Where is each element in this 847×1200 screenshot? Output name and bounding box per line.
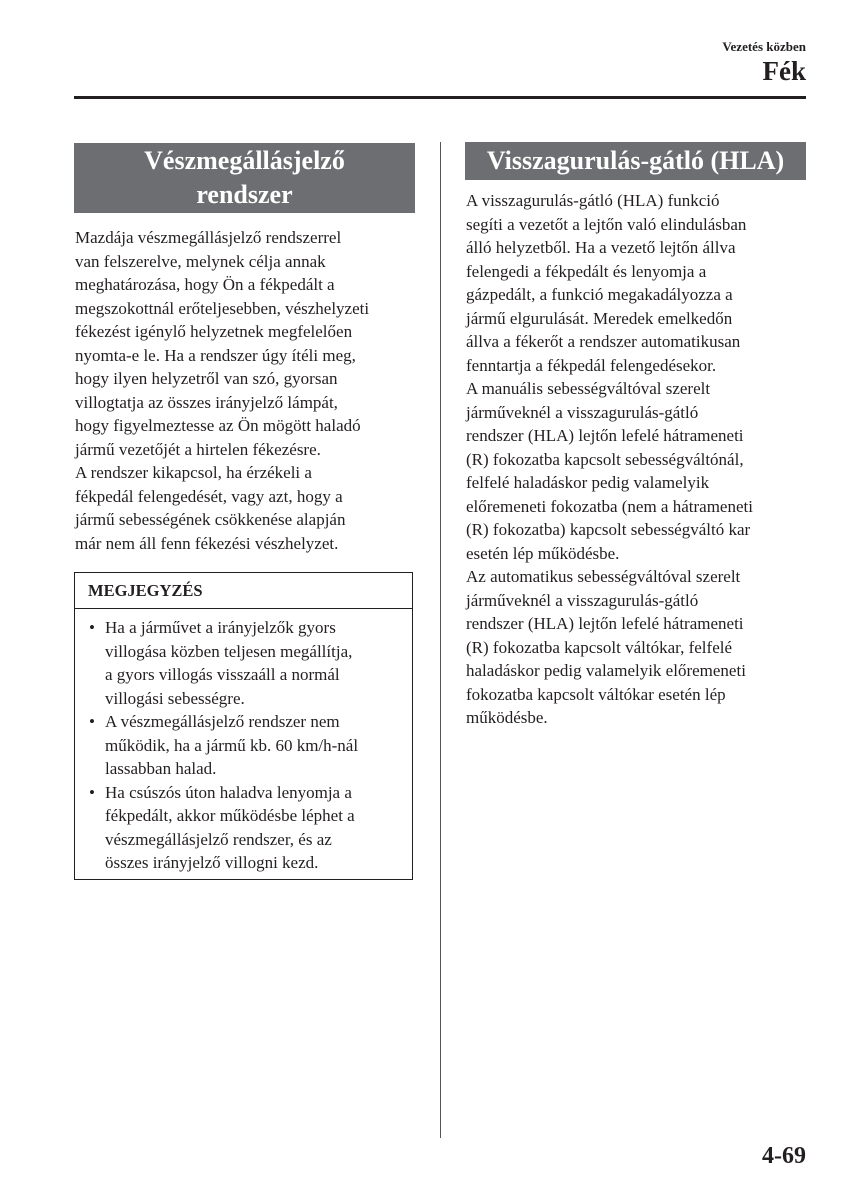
section-title: Vezetés közben <box>722 39 806 54</box>
text-line: Ha csúszós úton haladva lenyomja a <box>105 782 352 802</box>
text-line: működik, ha a jármű kb. 60 km/h-nál <box>105 735 359 755</box>
text-line: előremeneti fokozatba (nem a hátrameneti <box>466 496 753 516</box>
note-item <box>89 710 404 781</box>
text-line: Mazdája vészmegállásjelző rendszerrel <box>75 228 342 247</box>
text-line: állva a fékerőt a rendszer automatikusan <box>466 332 741 351</box>
text-line: hogy ilyen helyzetről van szó, gyorsan <box>75 369 338 388</box>
text-line: hogy figyelmeztesse az Ön mögött haladó <box>75 416 361 435</box>
text-line: fenntartja a fékpedál felengedésekor. <box>466 355 717 375</box>
text-line: fékpedál felengedését, vagy azt, hogy a <box>75 486 343 506</box>
text-line: (R) fokozatba kapcsolt sebességváltónál, <box>466 449 744 469</box>
text-line: járműveknél a visszagurulás-gátló <box>466 590 699 610</box>
text-line: már nem áll fenn fékezési vészhelyzet. <box>75 533 339 553</box>
text-line: nyomta-e le. Ha a rendszer úgy ítéli meg, <box>75 345 356 365</box>
right-section-heading: Visszagurulás-gátló (HLA) <box>465 142 806 180</box>
text-line: meghatározása, hogy Ön a fékpedált a <box>75 275 335 294</box>
text-line: A rendszer kikapcsol, ha érzékeli a <box>75 463 312 482</box>
column-divider <box>440 142 441 1138</box>
text-line: álló helyzetből. Ha a vezető lejtőn állva <box>466 238 736 257</box>
text-line: lassabban halad. <box>105 759 217 778</box>
bullet-icon: • <box>89 712 95 731</box>
text-line: felfelé haladáskor pedig valamelyik <box>466 473 710 492</box>
note-item <box>89 781 404 875</box>
text-line: villogása közben teljesen megállítja, <box>105 641 353 661</box>
text-line: járműveknél a visszagurulás-gátló <box>466 402 699 422</box>
text-line: rendszer (HLA) lejtőn lefelé hátrameneti <box>466 614 744 633</box>
text-line: A vészmegállásjelző rendszer nem <box>105 712 340 731</box>
chapter-title: Fék <box>762 56 806 86</box>
text-line: villogtatja az összes irányjelző lámpát, <box>75 392 338 412</box>
text-line: rendszer (HLA) lejtőn lefelé hátrameneti <box>466 426 744 445</box>
left-heading-line: Vészmegállásjelző <box>144 146 345 175</box>
text-line: vészmegállásjelző rendszer, és az <box>105 829 332 849</box>
bullet-icon: • <box>89 618 95 637</box>
text-line: működésbe. <box>466 708 548 727</box>
text-line: jármű elgurulását. Meredek emelkedőn <box>466 308 733 328</box>
text-line: haladáskor pedig valamelyik előremeneti <box>466 661 746 680</box>
note-box <box>74 572 413 880</box>
text-line: gázpedált, a funkció megakadályozza a <box>466 285 733 304</box>
text-line: Az automatikus sebességváltóval szerelt <box>466 567 741 586</box>
text-line: Ha a járművet a irányjelzők gyors <box>105 618 336 637</box>
text-line: fokozatba kapcsolt váltókar esetén lép <box>466 684 726 704</box>
text-line: (R) fokozatba kapcsolt váltókar, felfelé <box>466 637 733 657</box>
text-line: villogási sebességre. <box>105 688 245 708</box>
note-item <box>89 616 404 710</box>
text-line: esetén lép működésbe. <box>466 543 620 563</box>
note-title: MEGJEGYZÉS <box>75 573 412 609</box>
text-line: jármű sebességének csökkenése alapján <box>75 510 346 529</box>
text-line: segíti a vezetőt a lejtőn való elindulásban <box>466 214 747 234</box>
text-line: A manuális sebességváltóval szerelt <box>466 379 711 398</box>
page-number: 4-69 <box>762 1143 806 1169</box>
right-body-text <box>466 189 811 730</box>
text-line: jármű vezetőjét a hirtelen fékezésre. <box>75 439 321 459</box>
left-heading-line: rendszer <box>196 180 293 209</box>
note-list <box>75 609 412 875</box>
text-line: (R) fokozatba) kapcsolt sebességváltó kar <box>466 520 751 539</box>
header-divider <box>74 96 806 99</box>
left-body-text <box>75 226 420 555</box>
text-line: van felszerelve, melynek célja annak <box>75 251 326 271</box>
text-line: összes irányjelző villogni kezd. <box>105 853 319 872</box>
text-line: megszokottnál erőteljesebben, vészhelyzeti <box>75 298 370 318</box>
text-line: a gyors villogás visszaáll a normál <box>105 665 340 684</box>
bullet-icon: • <box>89 782 95 802</box>
left-section-heading <box>74 143 415 213</box>
text-line: felengedi a fékpedált és lenyomja a <box>466 261 707 281</box>
text-line: fékpedált, akkor működésbe léphet a <box>105 806 355 825</box>
text-line: fékezést igénylő helyzetnek megfelelően <box>75 322 353 341</box>
text-line: A visszagurulás-gátló (HLA) funkció <box>466 191 720 210</box>
